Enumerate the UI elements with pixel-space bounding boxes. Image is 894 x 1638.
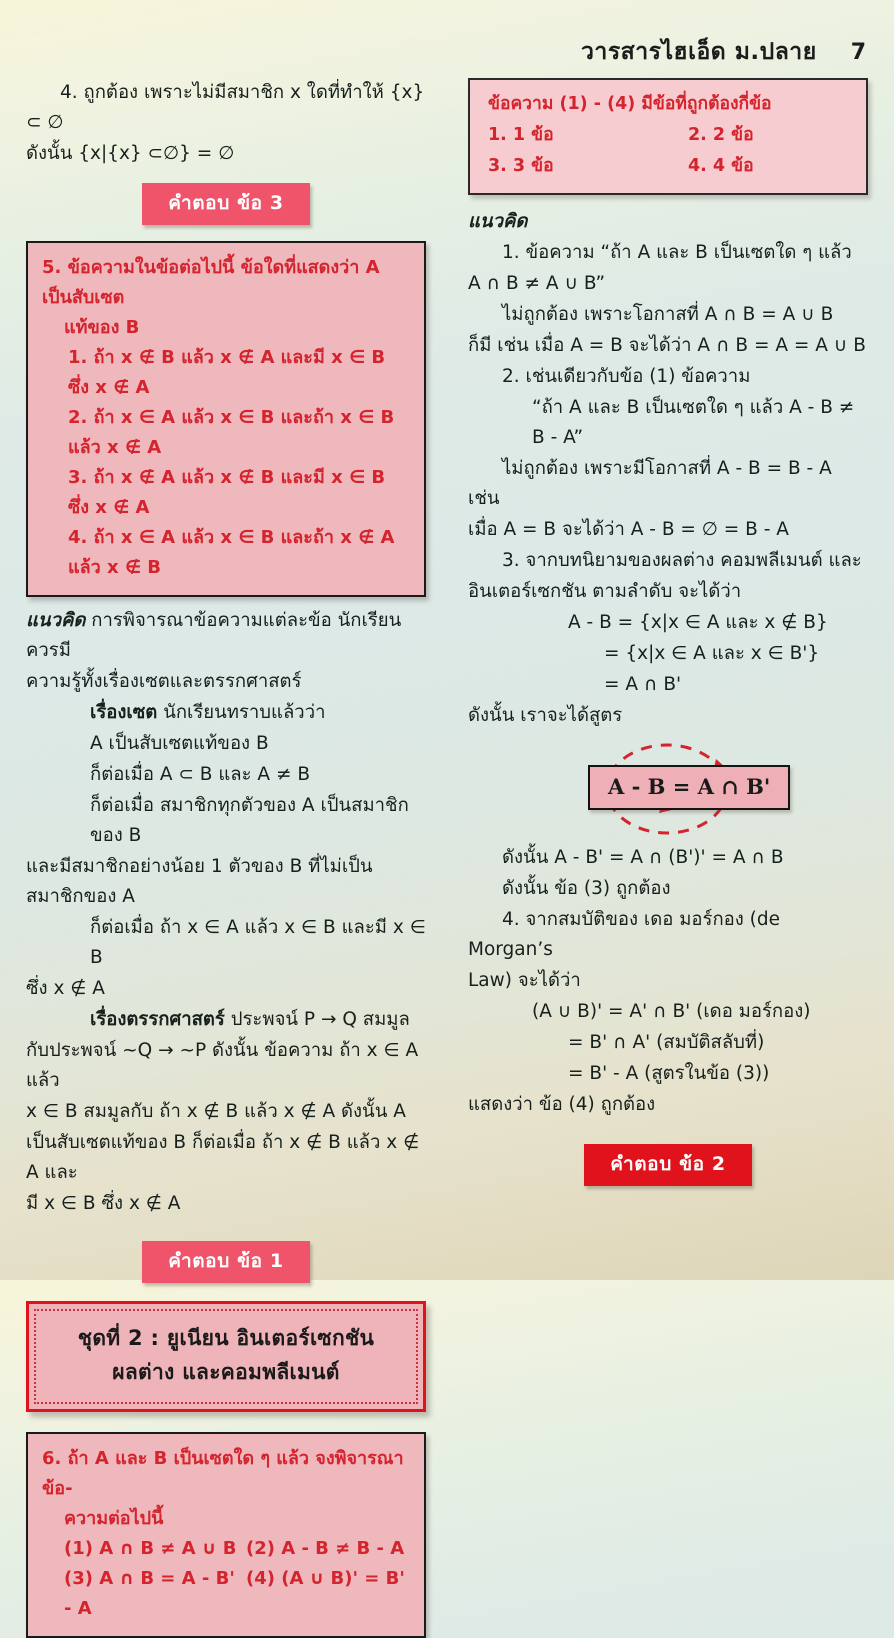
logic-line-4: มี x ∈ B ซึ่ง x ∉ A bbox=[26, 1193, 181, 1214]
question-continuation-option-1: 1. 1 ข้อ bbox=[488, 125, 554, 145]
question-6-row2 bbox=[42, 1564, 412, 1624]
item4-line2: ดังนั้น {x|{x} ⊂∅} = ∅ bbox=[26, 143, 235, 164]
question-6-stem-line1: 6. ถ้า A และ B เป็นเซตใด ๆ แล้ว จงพิจารณาข้อ- bbox=[42, 1448, 404, 1499]
set-topic-line bbox=[26, 698, 426, 728]
logic-line-1: กับประพจน์ ~Q → ~P ดังนั้น ข้อความ ถ้า x ∈ A แล้ว bbox=[26, 1040, 419, 1091]
formula-box: A - B = A ∩ B' bbox=[588, 765, 790, 810]
logic-topic-line bbox=[26, 1005, 426, 1035]
concept-line-1: การพิจารณาข้อความแต่ละข้อ นักเรียนควรมี bbox=[26, 610, 402, 661]
question-5-box bbox=[26, 241, 426, 597]
right-item1-line2: A ∩ B ≠ A ∪ B” bbox=[468, 273, 606, 294]
answer-box-2: คำตอบ ข้อ 2 bbox=[584, 1144, 751, 1186]
left-column bbox=[26, 78, 426, 1638]
question-5-option-3: 3. ถ้า x ∉ A แล้ว x ∉ B และมี x ∈ B ซึ่ง x ∉ A bbox=[68, 467, 386, 518]
right-item3-equation-3: = A ∩ B' bbox=[604, 674, 682, 695]
question-continuation-row1 bbox=[488, 120, 852, 151]
question-6-statement-2: (2) A - B ≠ B - A bbox=[246, 1538, 405, 1559]
question-continuation-box bbox=[468, 78, 868, 195]
set-topic-rest: นักเรียนทราบแล้วว่า bbox=[157, 702, 326, 723]
page-header bbox=[0, 34, 894, 70]
set-line-4: และมีสมาชิกอย่างน้อย 1 ตัวของ B ที่ไม่เป็นสมาชิกของ A bbox=[26, 856, 373, 907]
right-item4-conclusion: แสดงว่า ข้อ (4) ถูกต้อง bbox=[468, 1094, 656, 1115]
question-continuation-stem: ข้อความ (1) - (4) มีข้อที่ถูกต้องกี่ข้อ bbox=[488, 94, 772, 114]
right-item3-line1: 3. จากบทนิยามของผลต่าง คอมพลีเมนต์ และ bbox=[502, 550, 862, 571]
logic-line-0: ประพจน์ P → Q สมมูล bbox=[224, 1009, 410, 1030]
chapter-title-box bbox=[26, 1301, 426, 1412]
question-5-option-2: 2. ถ้า x ∈ A แล้ว x ∈ B และถ้า x ∈ B แล้ว x ∉ A bbox=[68, 407, 395, 458]
right-item4-line1: 4. จากสมบัติของ เดอ มอร์กอง (de Morgan’s bbox=[468, 909, 781, 960]
set-topic-label: เรื่องเซต bbox=[90, 702, 158, 723]
right-item2-line4: เมื่อ A = B จะได้ว่า A - B = ∅ = B - A bbox=[468, 519, 789, 540]
right-item1-line1: 1. ข้อความ “ถ้า A และ B เป็นเซตใด ๆ แล้ว bbox=[502, 242, 852, 263]
right-item3-equation-1: A - B = {x|x ∈ A และ x ∉ B} bbox=[568, 612, 828, 633]
right-item2-line2: “ถ้า A และ B เป็นเซตใด ๆ แล้ว A - B ≠ B - A” bbox=[532, 397, 855, 448]
concept-label-left: แนวคิด bbox=[26, 610, 86, 631]
right-item1-line3: ไม่ถูกต้อง เพราะโอกาสที่ A ∩ B = A ∪ B bbox=[502, 304, 834, 325]
answer-box-1-wrap bbox=[26, 1241, 426, 1283]
question-6-box bbox=[26, 1432, 426, 1638]
right-item4-equation-2: = B' ∩ A' (สมบัติสลับที่) bbox=[568, 1032, 765, 1053]
right-item4-equation-3: = B' - A (สูตรในข้อ (3)) bbox=[568, 1063, 770, 1084]
set-line-iff2: ซึ่ง x ∉ A bbox=[26, 978, 105, 999]
chapter-title-inner bbox=[34, 1309, 418, 1404]
publication-title: วารสารไฮเอ็ด ม.ปลาย bbox=[580, 39, 817, 65]
item4-line1: 4. ถูกต้อง เพราะไม่มีสมาชิก x ใดที่ทำให้ {x} ⊂ ∅ bbox=[26, 82, 425, 133]
right-item4-line2: Law) จะได้ว่า bbox=[468, 970, 581, 991]
right-item3-line2: อินเตอร์เซกชัน ตามลำดับ จะได้ว่า bbox=[468, 581, 742, 602]
question-6-row1 bbox=[42, 1534, 412, 1564]
right-item3-equation-2: = {x|x ∈ A และ x ∈ B'} bbox=[604, 643, 820, 664]
question-6-stem-line2: ความต่อไปนี้ bbox=[64, 1508, 164, 1529]
right-item1-line4: ก็มี เช่น เมื่อ A = B จะได้ว่า A ∩ B = A = A ∪ B bbox=[468, 335, 866, 356]
concept-paragraph-left bbox=[26, 606, 426, 666]
question-5-option-1: 1. ถ้า x ∉ B แล้ว x ∉ A และมี x ∈ B ซึ่ง x ∉ A bbox=[68, 347, 386, 398]
question-6-statement-4: (4) (A ∪ B)' = B' - A bbox=[64, 1568, 405, 1619]
concept-label-right: แนวคิด bbox=[468, 211, 528, 232]
question-6-statement-3: (3) A ∩ B = A - B' bbox=[64, 1568, 235, 1589]
question-continuation-option-4: 4. 4 ข้อ bbox=[688, 156, 754, 176]
right-item3-sofar: ดังนั้น เราจะได้สูตร bbox=[468, 705, 623, 726]
question-continuation-row2 bbox=[488, 151, 852, 182]
page-number: 7 bbox=[850, 40, 866, 65]
chapter-title-line1: ชุดที่ 2 : ยูเนียน อินเตอร์เซกชัน bbox=[77, 1326, 375, 1350]
question-continuation-option-3: 3. 3 ข้อ bbox=[488, 156, 554, 176]
logic-line-2: x ∈ B สมมูลกับ ถ้า x ∉ B แล้ว x ∉ A ดังนั้น A bbox=[26, 1101, 406, 1122]
set-line-iff: ก็ต่อเมื่อ ถ้า x ∈ A แล้ว x ∈ B และมี x ∈ B bbox=[90, 917, 426, 968]
question-5-option-4: 4. ถ้า x ∈ A แล้ว x ∈ B และถ้า x ∉ A แล้ว x ∉ B bbox=[68, 527, 395, 578]
set-line-3: ก็ต่อเมื่อ สมาชิกทุกตัวของ A เป็นสมาชิกของ B bbox=[90, 795, 409, 846]
right-item3-after-1: ดังนั้น A - B' = A ∩ (B')' = A ∩ B bbox=[502, 847, 784, 868]
right-column bbox=[468, 78, 868, 1202]
right-item3-after-2: ดังนั้น ข้อ (3) ถูกต้อง bbox=[502, 878, 671, 899]
concept-line-2: ความรู้ทั้งเรื่องเซตและตรรกศาสตร์ bbox=[26, 671, 302, 692]
logic-topic-label: เรื่องตรรกศาสตร์ bbox=[90, 1009, 225, 1030]
chapter-title-line2: ผลต่าง และคอมพลีเมนต์ bbox=[112, 1360, 340, 1384]
answer-box-1: คำตอบ ข้อ 1 bbox=[142, 1241, 309, 1283]
right-item4-equation-1: (A ∪ B)' = A' ∩ B' (เดอ มอร์กอง) bbox=[532, 1001, 811, 1022]
logic-line-3: เป็นสับเซตแท้ของ B ก็ต่อเมื่อ ถ้า x ∉ B แล้ว x ∉ A และ bbox=[26, 1132, 420, 1183]
right-item2-line1: 2. เช่นเดียวกับข้อ (1) ข้อความ bbox=[502, 366, 751, 387]
set-line-2: ก็ต่อเมื่อ A ⊂ B และ A ≠ B bbox=[90, 764, 311, 785]
set-line-1: A เป็นสับเซตแท้ของ B bbox=[90, 733, 269, 754]
question-6-statement-1: (1) A ∩ B ≠ A ∪ B bbox=[64, 1538, 237, 1559]
question-5-stem-line2: แท้ของ B bbox=[64, 317, 140, 338]
answer-box-2-wrap bbox=[468, 1144, 868, 1186]
answer-box-3: คำตอบ ข้อ 3 bbox=[142, 183, 309, 225]
answer-box-3-wrap bbox=[26, 183, 426, 225]
question-5-stem-line1: 5. ข้อความในข้อต่อไปนี้ ข้อใดที่แสดงว่า A เป็นสับเซต bbox=[42, 257, 380, 308]
formula-callout bbox=[468, 741, 868, 837]
right-item2-line3: ไม่ถูกต้อง เพราะมีโอกาสที่ A - B = B - A เช่น bbox=[468, 458, 832, 509]
question-continuation-option-2: 2. 2 ข้อ bbox=[688, 125, 754, 145]
